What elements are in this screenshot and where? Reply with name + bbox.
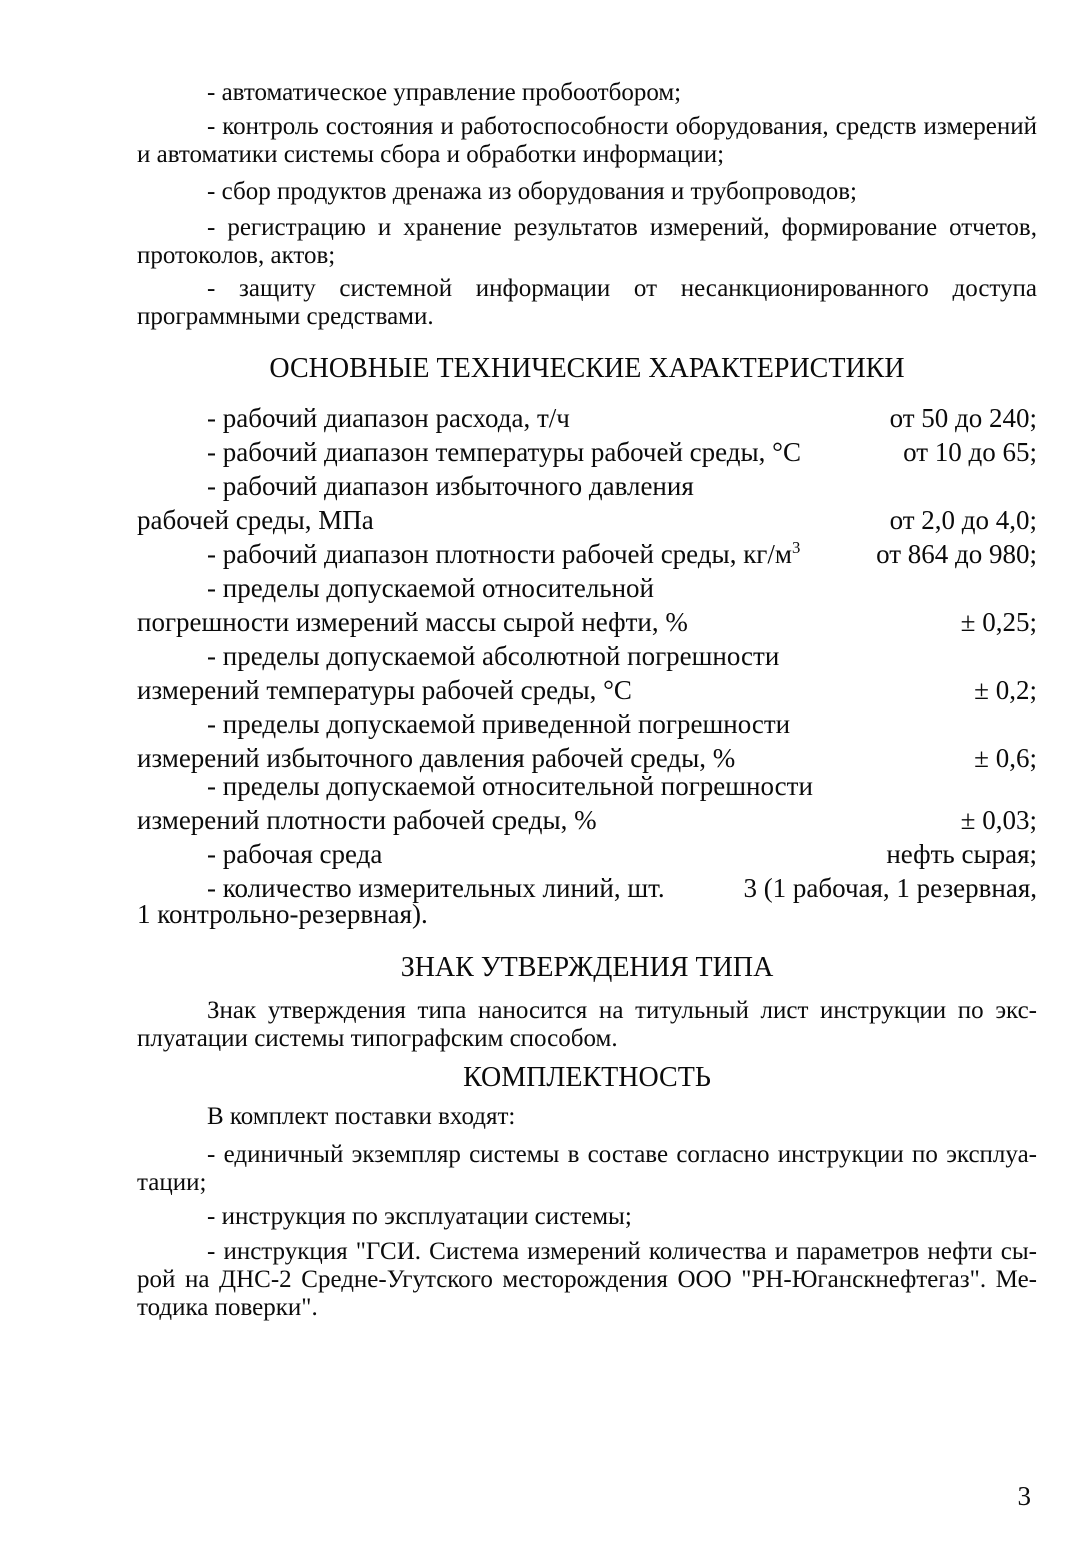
spec-row-density-error-line2 (137, 803, 1037, 837)
spec-value: ± 0,25; (960, 607, 1037, 637)
spec-label: измерений температуры рабочей среды, °С (137, 675, 632, 705)
spec-label: - пределы допускаемой относительной погрешности (207, 771, 813, 801)
paragraph-line: - регистрацию и хранение результатов измерений, формирование отчетов, (207, 214, 1037, 241)
paragraph-line: программными средствами. (137, 303, 434, 330)
completeness-paragraph-1 (137, 1103, 1037, 1131)
paragraph-line: - инструкция по эксплуатации системы; (207, 1203, 632, 1230)
spec-value: от 50 до 240; (889, 403, 1037, 433)
spec-value: нефть сырая; (886, 839, 1037, 869)
spec-label: - рабочий диапазон избыточного давления (207, 471, 694, 501)
intro-paragraph-3 (137, 178, 1037, 206)
paragraph-line: рой на ДНС-2 Средне-Угутского месторождения ООО "РН-Юганскнефтегаз". Ме- (137, 1266, 1037, 1293)
spec-value: от 864 до 980; (876, 539, 1037, 569)
paragraph-line: В комплект поставки входят: (207, 1103, 516, 1130)
spec-row-temperature-error-line2 (137, 673, 1037, 707)
type-approval-paragraph (137, 997, 1037, 1053)
paragraph-line: - единичный экземпляр системы в составе согласно инструкции по эксплуа- (207, 1141, 1037, 1168)
spec-label-text: - рабочий диапазон плотности рабочей среды, кг/м (207, 539, 792, 569)
spec-value: ± 0,6; (974, 743, 1037, 773)
completeness-paragraph-2 (137, 1141, 1037, 1197)
spec-label: - рабочая среда (207, 839, 383, 869)
section-heading-completeness: КОМПЛЕКТНОСТЬ (463, 1062, 711, 1093)
spec-row-temperature-range (137, 435, 1037, 469)
paragraph-line: тодика поверки". (137, 1294, 318, 1321)
spec-label: - количество измерительных линий, шт. (207, 873, 665, 903)
spec-label: - пределы допускаемой относительной (207, 573, 655, 603)
paragraph-line: Знак утверждения типа наносится на титульный лист инструкции по экс- (207, 997, 1037, 1024)
spec-value: ± 0,2; (974, 675, 1037, 705)
spec-value: ± 0,03; (960, 805, 1037, 835)
completeness-paragraph-3 (137, 1203, 1037, 1231)
spec-label: - рабочий диапазон температуры рабочей среды, °С (207, 437, 801, 467)
intro-paragraph-1 (137, 79, 1037, 107)
spec-label: погрешности измерений массы сырой нефти, % (137, 607, 688, 637)
spec-row-temperature-error-line1 (137, 639, 1037, 673)
paragraph-line: плуатации системы типографским способом. (137, 1025, 618, 1052)
page-number: 3 (1017, 1481, 1031, 1511)
paragraph-line: - контроль состояния и работоспособности оборудования, средств измерений (207, 113, 1037, 140)
paragraph-line: - автоматическое управление пробоотбором; (207, 79, 682, 106)
spec-label (137, 537, 800, 571)
intro-paragraph-4 (137, 214, 1037, 270)
spec-label: измерений плотности рабочей среды, % (137, 805, 597, 835)
spec-row-mass-error-line2 (137, 605, 1037, 639)
intro-paragraph-2 (137, 113, 1037, 169)
spec-row-pressure-range-line1 (137, 469, 1037, 503)
paragraph-line: - сбор продуктов дренажа из оборудования и трубопроводов; (207, 178, 857, 205)
spec-row-flow-range (137, 401, 1037, 435)
spec-row-density-error-line1 (137, 769, 1037, 803)
spec-label: - рабочий диапазон расхода, т/ч (207, 403, 570, 433)
spec-row-pressure-error-line1 (137, 707, 1037, 741)
spec-value: 3 (1 рабочая, 1 резервная, (743, 873, 1037, 903)
spec-row-mass-error-line1 (137, 571, 1037, 605)
intro-paragraph-5 (137, 275, 1037, 331)
spec-label: измерений избыточного давления рабочей среды, % (137, 743, 736, 773)
paragraph-line: и автоматики системы сбора и обработки информации; (137, 141, 725, 168)
spec-row-pressure-range-line2 (137, 503, 1037, 537)
spec-row-density-range (137, 537, 1037, 571)
paragraph-line: - защиту системной информации от несанкционированного доступа (207, 275, 1037, 302)
spec-label: - пределы допускаемой абсолютной погрешности (207, 641, 780, 671)
spec-value: от 10 до 65; (903, 437, 1037, 467)
spec-label: 1 контрольно-резервная). (137, 899, 428, 929)
document-content (137, 0, 1037, 1322)
paragraph-line: протоколов, актов; (137, 242, 336, 269)
section-heading-technical-characteristics: ОСНОВНЫЕ ТЕХНИЧЕСКИЕ ХАРАКТЕРИСТИКИ (269, 353, 905, 384)
section-heading-type-approval: ЗНАК УТВЕРЖДЕНИЯ ТИПА (400, 952, 774, 983)
completeness-paragraph-4 (137, 1238, 1037, 1322)
paragraph-line: тации; (137, 1169, 207, 1196)
spec-row-working-medium (137, 837, 1037, 871)
spec-label: - пределы допускаемой приведенной погрешности (207, 709, 791, 739)
spec-value: от 2,0 до 4,0; (889, 505, 1037, 535)
spec-list (137, 401, 1037, 931)
paragraph-line: - инструкция "ГСИ. Система измерений количества и параметров нефти сы- (207, 1238, 1037, 1265)
spec-label: рабочей среды, МПа (137, 505, 374, 535)
superscript-3: 3 (791, 538, 801, 557)
